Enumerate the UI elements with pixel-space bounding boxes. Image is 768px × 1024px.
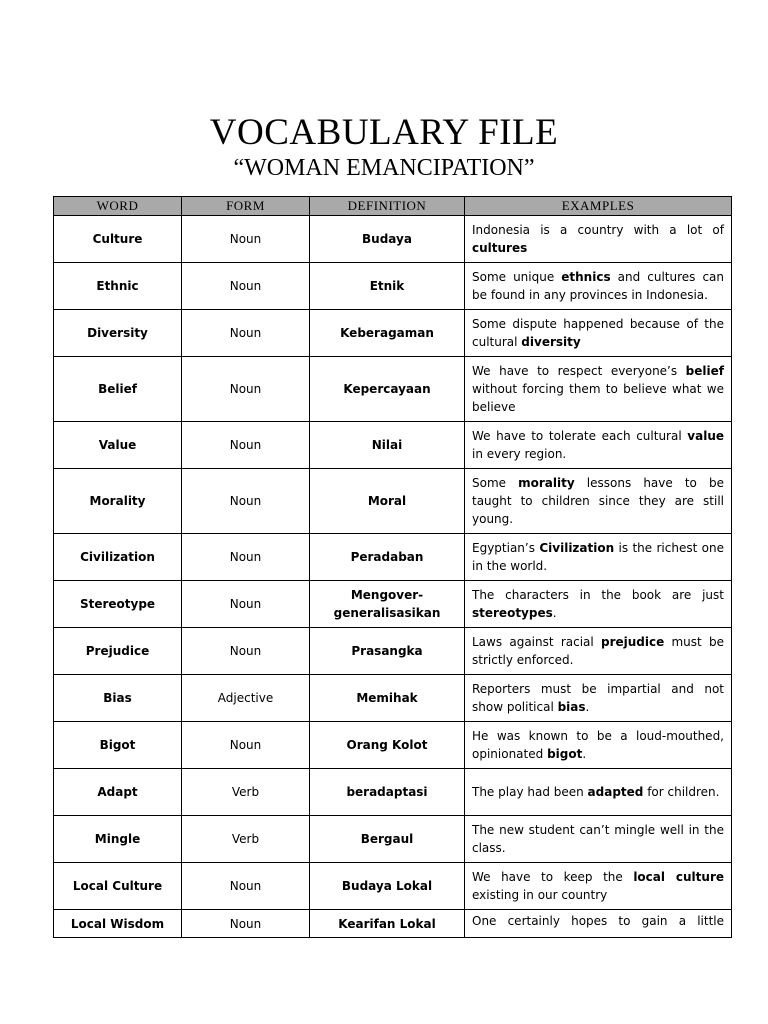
example-text: . [582, 747, 587, 761]
definition-cell: beradaptasi [310, 769, 465, 816]
example-keyword: morality [518, 476, 575, 490]
form-cell: Noun [182, 469, 310, 534]
example-text: The new student can’t mingle well in the class. [472, 823, 724, 855]
example-keyword: bias [557, 700, 586, 714]
definition-cell: Etnik [310, 263, 465, 310]
example-keyword: ethnics [561, 270, 611, 284]
example-text: in every region. [472, 447, 567, 461]
form-cell: Noun [182, 216, 310, 263]
example-cell [465, 910, 732, 938]
example-cell [465, 534, 732, 581]
table-row [54, 910, 732, 938]
example-text: is the richest one in the world. [472, 541, 724, 573]
example-keyword: local culture [633, 870, 724, 884]
form-cell: Verb [182, 769, 310, 816]
table-row [54, 263, 732, 310]
example-text: . [585, 700, 590, 714]
example-text: . [552, 606, 557, 620]
example-keyword: value [687, 429, 724, 443]
example-text: He was known to be a loud-mouthed, opinionated [472, 729, 724, 761]
definition-cell: Bergaul [310, 816, 465, 863]
form-cell: Adjective [182, 675, 310, 722]
definition-cell: Budaya [310, 216, 465, 263]
form-cell: Noun [182, 310, 310, 357]
example-text: existing in our country [472, 888, 608, 902]
example-keyword: prejudice [600, 635, 665, 649]
definition-cell: Peradaban [310, 534, 465, 581]
table-row [54, 675, 732, 722]
example-cell [465, 357, 732, 422]
example-text: The characters in the book are just [472, 588, 724, 602]
example-text: We have to respect everyone’s [472, 364, 686, 378]
example-cell [465, 816, 732, 863]
example-cell [465, 675, 732, 722]
table-row [54, 769, 732, 816]
word-cell: Culture [54, 216, 182, 263]
table-row [54, 422, 732, 469]
example-keyword: belief [685, 364, 724, 378]
example-text: Egyptian’s [472, 541, 540, 555]
example-keyword: cultures [472, 241, 528, 255]
example-cell [465, 263, 732, 310]
example-text: without forcing them to believe what we believe [472, 382, 724, 414]
header-definition: DEFINITION [310, 197, 465, 216]
table-row [54, 863, 732, 910]
word-cell: Prejudice [54, 628, 182, 675]
example-cell [465, 216, 732, 263]
form-cell: Verb [182, 816, 310, 863]
example-text: Reporters must be impartial and not show political [472, 682, 724, 714]
word-cell: Belief [54, 357, 182, 422]
example-text: for children. [643, 785, 720, 799]
form-cell: Noun [182, 534, 310, 581]
word-cell: Ethnic [54, 263, 182, 310]
example-text: Laws against racial [472, 635, 601, 649]
example-text: The play had been [472, 785, 588, 799]
example-cell [465, 310, 732, 357]
example-keyword: stereotypes [472, 606, 553, 620]
example-cell [465, 722, 732, 769]
word-cell: Bigot [54, 722, 182, 769]
definition-cell: Kepercayaan [310, 357, 465, 422]
table-row [54, 534, 732, 581]
word-cell: Stereotype [54, 581, 182, 628]
example-text: Some dispute happened because of the cultural [472, 317, 724, 349]
example-text: Some [472, 476, 519, 490]
word-cell: Civilization [54, 534, 182, 581]
word-cell: Mingle [54, 816, 182, 863]
form-cell: Noun [182, 422, 310, 469]
example-keyword: Civilization [539, 541, 615, 555]
definition-cell: Kearifan Lokal [310, 910, 465, 938]
form-cell: Noun [182, 863, 310, 910]
vocabulary-table [53, 196, 732, 938]
document-title: VOCABULARY FILE [209, 112, 559, 153]
definition-cell: Nilai [310, 422, 465, 469]
table-row [54, 216, 732, 263]
definition-cell: Prasangka [310, 628, 465, 675]
example-text: We have to tolerate each cultural [472, 429, 688, 443]
definition-cell: Orang Kolot [310, 722, 465, 769]
example-keyword: bigot [547, 747, 583, 761]
word-cell: Morality [54, 469, 182, 534]
example-text: must be strictly enforced. [472, 635, 724, 667]
table-row [54, 722, 732, 769]
example-text: Indonesia is a country with a lot of [472, 223, 724, 237]
definition-cell: Keberagaman [310, 310, 465, 357]
word-cell: Value [54, 422, 182, 469]
document-subtitle: “WOMAN EMANCIPATION” [233, 155, 535, 181]
table-row [54, 581, 732, 628]
example-keyword: adapted [587, 785, 644, 799]
example-text: Some unique [472, 270, 562, 284]
table-row [54, 816, 732, 863]
table-row [54, 357, 732, 422]
form-cell: Noun [182, 910, 310, 938]
example-cell [465, 422, 732, 469]
example-cell [465, 581, 732, 628]
form-cell: Noun [182, 628, 310, 675]
example-cell [465, 769, 732, 816]
example-text: lessons have to be taught to children since they are still young. [472, 476, 724, 526]
word-cell: Local Culture [54, 863, 182, 910]
definition-cell: Mengover-generalisasikan [310, 581, 465, 628]
table-row [54, 310, 732, 357]
word-cell: Diversity [54, 310, 182, 357]
form-cell: Noun [182, 263, 310, 310]
definition-cell: Memihak [310, 675, 465, 722]
header-word: WORD [54, 197, 182, 216]
table-header-row [54, 197, 732, 216]
word-cell: Local Wisdom [54, 910, 182, 938]
table-row [54, 469, 732, 534]
example-text: and cultures can be found in any provinces in Indonesia. [472, 270, 725, 302]
header-examples: EXAMPLES [465, 197, 732, 216]
form-cell: Noun [182, 357, 310, 422]
example-cell [465, 628, 732, 675]
table-row [54, 628, 732, 675]
example-cell [465, 469, 732, 534]
example-text: One certainly hopes to gain a little [472, 914, 724, 928]
word-cell: Adapt [54, 769, 182, 816]
example-cell [465, 863, 732, 910]
header-form: FORM [182, 197, 310, 216]
form-cell: Noun [182, 722, 310, 769]
example-text: We have to keep the [472, 870, 634, 884]
word-cell: Bias [54, 675, 182, 722]
example-keyword: diversity [521, 335, 581, 349]
form-cell: Noun [182, 581, 310, 628]
definition-cell: Moral [310, 469, 465, 534]
definition-cell: Budaya Lokal [310, 863, 465, 910]
